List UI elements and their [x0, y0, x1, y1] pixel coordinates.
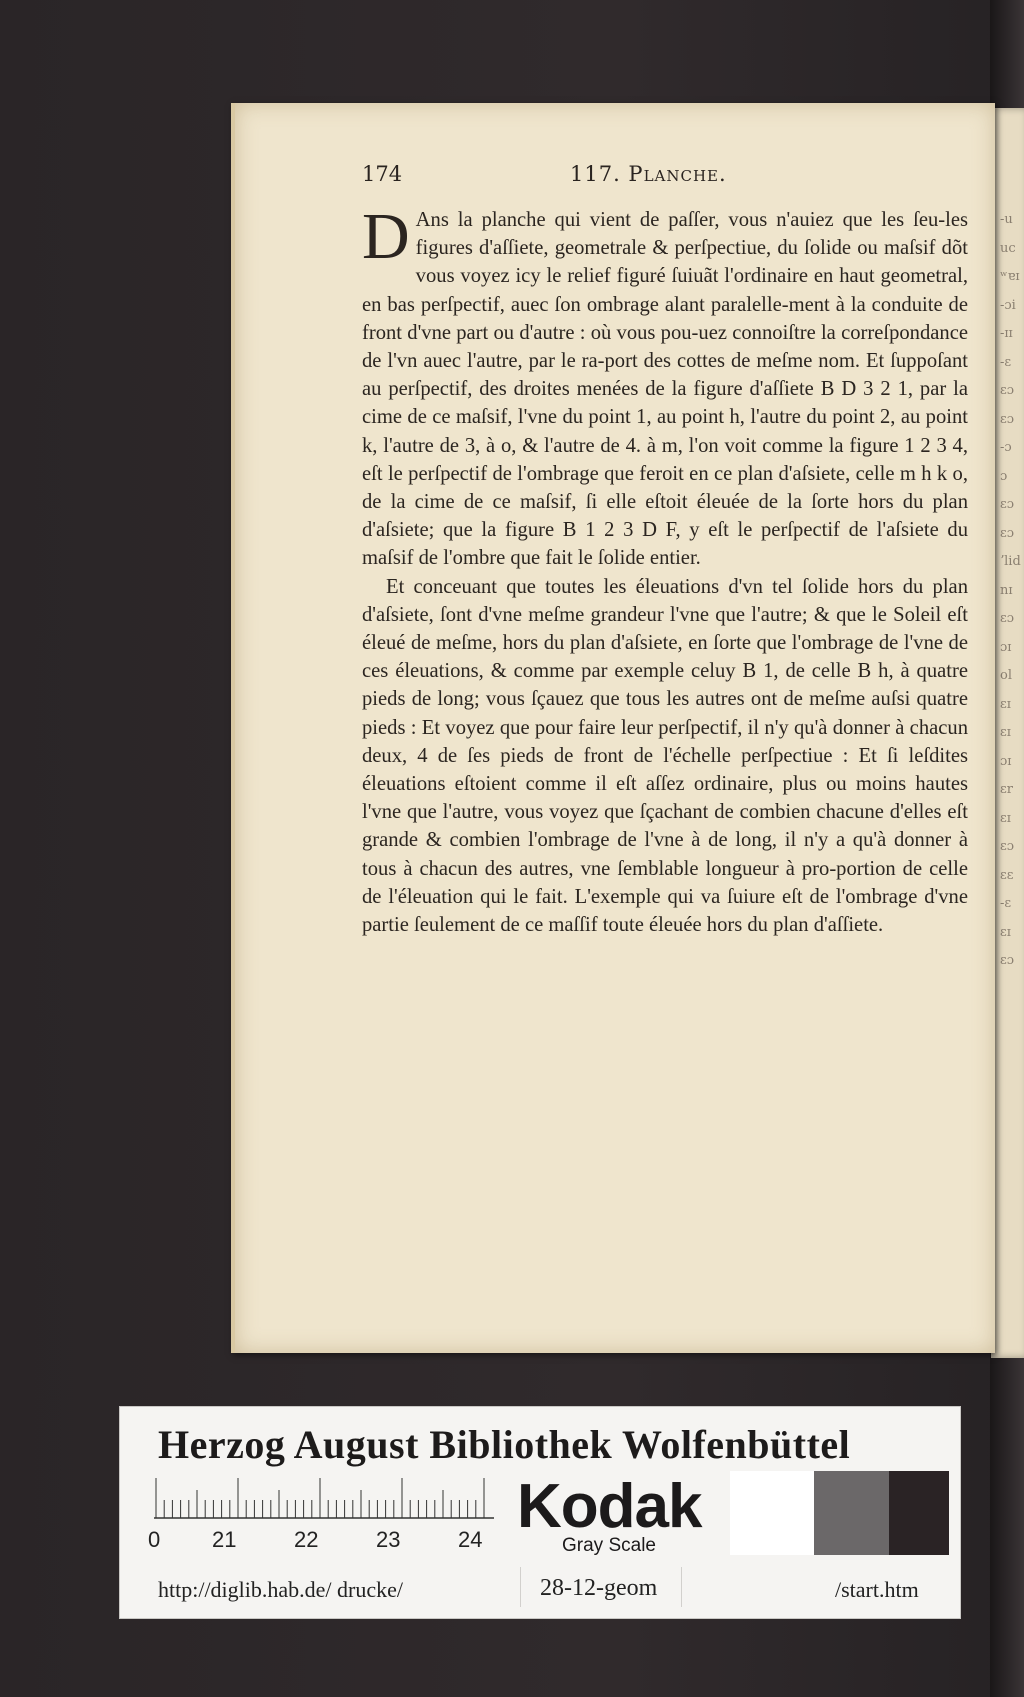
facing-page-fragment: ɛr: [1000, 782, 1013, 797]
color-target-card: [119, 1406, 961, 1619]
facing-page-fragment: ɛɪ: [1000, 696, 1011, 712]
facing-page-fragment: -ɔi: [1000, 297, 1016, 313]
swatch-gray: [814, 1471, 889, 1555]
facing-page-fragment: ɛɔ: [1000, 411, 1015, 427]
swatch-white: [730, 1471, 814, 1555]
facing-page-fragment: ɔ: [1000, 468, 1008, 484]
paragraph-1: [362, 200, 968, 573]
facing-page-fragment: uc: [1000, 240, 1016, 256]
facing-page-fragment: -ɔ: [1000, 440, 1012, 455]
ruler-label-24: 24: [458, 1527, 483, 1552]
facing-page-fragment: ɔɪ: [1000, 753, 1012, 769]
facing-page-fragment: ol: [1000, 668, 1012, 683]
ruler-labels: [148, 1527, 494, 1553]
facing-page-fragment: ɛɪ: [1000, 924, 1011, 940]
swatch-black: [889, 1471, 949, 1555]
facing-page-fragment: ɛɔ: [1000, 839, 1015, 854]
facing-page-fragment: ɛɪ: [1000, 725, 1011, 740]
facing-page-fragment: ɛɛ: [1000, 867, 1014, 883]
paragraph-1-text: Ans la planche qui vient de paſſer, vous n'auiez que les ſeu-les figures d'aſſiete, geometrale & perſpectiue, du ſolide ou maſsif dõt vous voyez icy le relief figuré ſuiuãt l'ordinaire en haut geometral, en bas perſpectif, auec ſon ombrage alant paralelle-ment à la conduite de front d'vne part ou d'autre : où vous pou-uez connoiſtre la correſpondance de l'vn auec l'autre, par le ra-port des cottes de meſme nom. Et ſuppoſant au perſpectif, des droites menées de la figure d'aſſiete B D 3 2 1, par la cime de ce maſsif, l'vne du point 1, au point h, l'autre du point 2, au point k, l'autre de 3, à o, & l'autre de 4. à m, l'on voit comme la figure 1 2 3 4, eſt le perſpectif de l'ombrage que feroit en ce plan d'aſsiete, celle m h k o, de la cime de ce maſsif, ſi elle eſtoit éleuée de la ſorte hors du plan d'aſsiete; que la figure B 1 2 3 D F, y eſt le perſpectif de l'aſsiete du maſsif de l'ombre que fait le ſolide entier.: [362, 209, 968, 570]
ruler-label-21: 21: [212, 1527, 237, 1552]
facing-page-fragment: ɛɔ: [1000, 497, 1015, 512]
facing-page-fragment: ɛɪ: [1000, 810, 1011, 826]
facing-page-fragment: nɪ: [1000, 582, 1013, 598]
shelfmark: 28-12-geom: [540, 1575, 658, 1601]
url-suffix: /start.htm: [835, 1577, 919, 1602]
facing-page-fragment: ʷɐɪ: [1000, 269, 1020, 284]
ruler-label-23: 23: [376, 1527, 401, 1552]
facing-page-fragment: -u: [1000, 212, 1013, 227]
page-header: [362, 158, 962, 188]
ruler-label-22: 22: [294, 1527, 319, 1552]
url-text: http://diglib.hab.de/ drucke/: [158, 1577, 404, 1602]
facing-page-fragment: ɛɔ: [1000, 525, 1015, 541]
facing-page-fragment: -ɪɪ: [1000, 326, 1013, 341]
facing-page-fragment: ɛɔ: [1000, 611, 1015, 626]
page-number: 174: [362, 162, 403, 186]
facing-page-fragment: ɛɔ: [1000, 953, 1015, 968]
ruler-scale: [154, 1477, 494, 1519]
facing-page-fragment: ʼlid: [1000, 554, 1021, 569]
facing-page-fragment: -ɛ: [1000, 896, 1012, 911]
kodak-logo: Kodak: [517, 1472, 702, 1541]
facing-page-fragment: ɛɔ: [1000, 383, 1015, 398]
running-head: 117. Planche.: [570, 162, 727, 186]
drop-cap: D: [362, 200, 410, 273]
facing-page-fragment: -ɛ: [1000, 354, 1012, 370]
facing-page-fragment: ɔɪ: [1000, 639, 1012, 655]
library-name: Herzog August Bibliothek Wolfenbüttel: [158, 1422, 851, 1467]
ruler-label-0: 0: [148, 1527, 161, 1552]
gray-scale-label: Gray Scale: [562, 1535, 656, 1556]
page-body: [362, 200, 968, 939]
paragraph-2: Et conceuant que toutes les éleuations d'vn tel ſolide hors du plan d'aſsiete, ſont d'vne meſme grandeur l'vne que l'autre; & que le Soleil eſt éleué de meſme, hors du plan d'aſsiete, en ſorte que l'ombrage de l'vne de ces éleuations, & comme par exemple celuy B 1, de celle B h, à quatre pieds de long; vous ſçauez que tous les autres ont de meſme auſsi quatre pieds : Et voyez que pour faire leur perſpectif, il n'y qu'à donner à chacun deux, 4 de ſes pieds de front de l'échelle perſpectiue : Et ſi leſdites éleuations eſtoient comme il eſt aſſez ordinaire, plus ou moins hautes l'vne que l'autre, vous voyez que ſçachant de combien chacune d'elles eſt grande & combien l'ombrage de l'vne à de long, il n'y a qu'à donner à tous à chacun des autres, vne ſemblable longueur à pro-portion de celle de l'éleuation qui le fait. L'exemple qui va ſuiure eſt de l'ombrage d'vne partie ſeulement de ce maſſif toute éleuée hors du plan d'aſſiete.: [362, 575, 968, 937]
